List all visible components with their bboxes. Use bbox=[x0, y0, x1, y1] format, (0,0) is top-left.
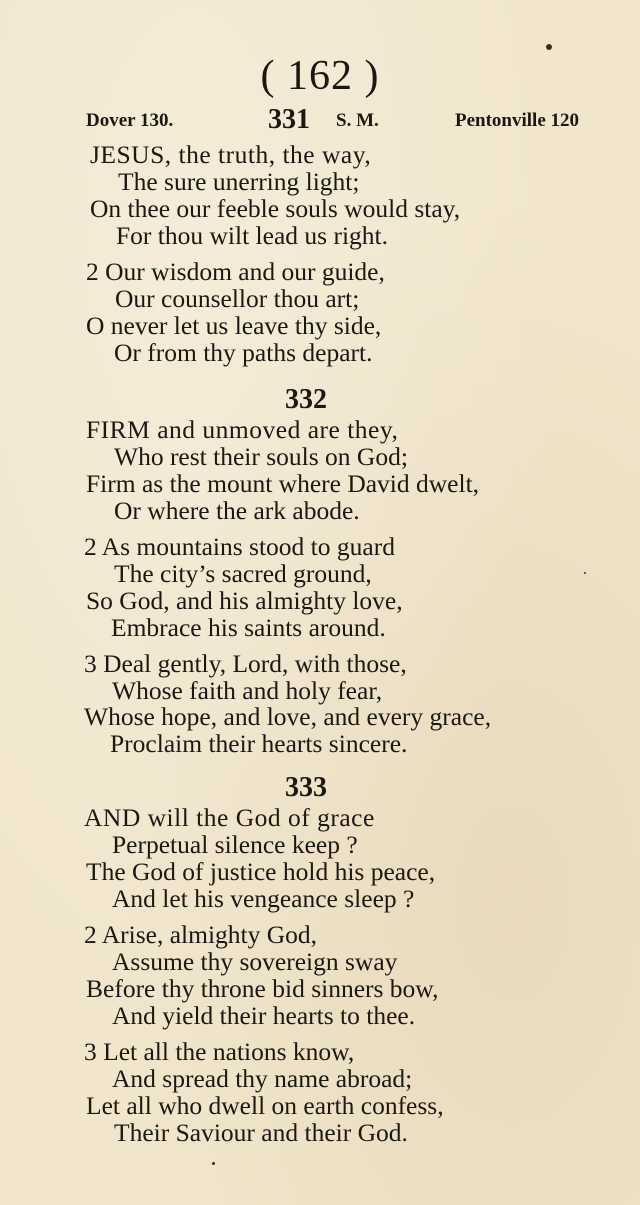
verse-line: Before thy throne bid sinners bow, bbox=[86, 974, 439, 1003]
hymn-number-331: 331 bbox=[268, 104, 310, 135]
verse-line: Or where the ark abode. bbox=[114, 496, 360, 525]
verse-line: Embrace his saints around. bbox=[111, 613, 386, 642]
ink-speck bbox=[584, 572, 586, 574]
verse-line: Whose faith and holy fear, bbox=[112, 676, 383, 705]
verse-line: Proclaim their hearts sincere. bbox=[110, 729, 408, 758]
verse-line: So God, and his almighty love, bbox=[86, 586, 403, 615]
tune-name-left: Dover 130. bbox=[86, 110, 174, 131]
verse-line: And yield their hearts to thee. bbox=[112, 1001, 416, 1030]
hymn-number-332: 332 bbox=[285, 384, 327, 415]
verse-line: And spread thy name abroad; bbox=[112, 1064, 413, 1093]
hymn-number-333: 333 bbox=[285, 772, 327, 803]
verse-line: The sure unerring light; bbox=[118, 167, 360, 196]
ink-speck bbox=[212, 1162, 215, 1165]
verse-line: The city’s sacred ground, bbox=[114, 559, 372, 588]
verse-line: FIRM and unmoved are they, bbox=[86, 415, 399, 444]
verse-line: And let his vengeance sleep ? bbox=[112, 884, 415, 913]
verse-line: 3 Deal gently, Lord, with those, bbox=[84, 649, 407, 678]
hymn-header bbox=[0, 104, 640, 136]
verse-line: Their Saviour and their God. bbox=[114, 1118, 408, 1147]
ink-speck bbox=[546, 44, 552, 50]
verse-line: Whose hope, and love, and every grace, bbox=[84, 702, 492, 731]
verse-line: 2 Our wisdom and our guide, bbox=[86, 257, 385, 286]
tune-name-right: Pentonville 120 bbox=[455, 110, 580, 131]
verse-line: 2 Arise, almighty God, bbox=[84, 920, 318, 949]
verse-line: Or from thy paths depart. bbox=[114, 338, 373, 367]
page-number: ( 162 ) bbox=[260, 53, 380, 99]
meter: S. M. bbox=[336, 110, 379, 131]
verse-line: 2 As mountains stood to guard bbox=[84, 532, 395, 561]
verse-line: Perpetual silence keep ? bbox=[112, 830, 358, 859]
verse-line: O never let us leave thy side, bbox=[86, 311, 382, 340]
verse-line: The God of justice hold his peace, bbox=[86, 857, 436, 886]
verse-line: Who rest their souls on God; bbox=[114, 442, 408, 471]
verse-line: Our counsellor thou art; bbox=[115, 284, 360, 313]
verse-line: AND will the God of grace bbox=[84, 803, 375, 832]
verse-line: Firm as the mount where David dwelt, bbox=[86, 469, 480, 498]
verse-line: For thou wilt lead us right. bbox=[116, 221, 388, 250]
verse-line: Let all who dwell on earth confess, bbox=[86, 1091, 444, 1120]
verse-line: Assume thy sovereign sway bbox=[112, 947, 398, 976]
verse-line: On thee our feeble souls would stay, bbox=[90, 194, 461, 223]
verse-line: JESUS, the truth, the way, bbox=[90, 140, 372, 169]
verse-line: 3 Let all the nations know, bbox=[84, 1037, 355, 1066]
